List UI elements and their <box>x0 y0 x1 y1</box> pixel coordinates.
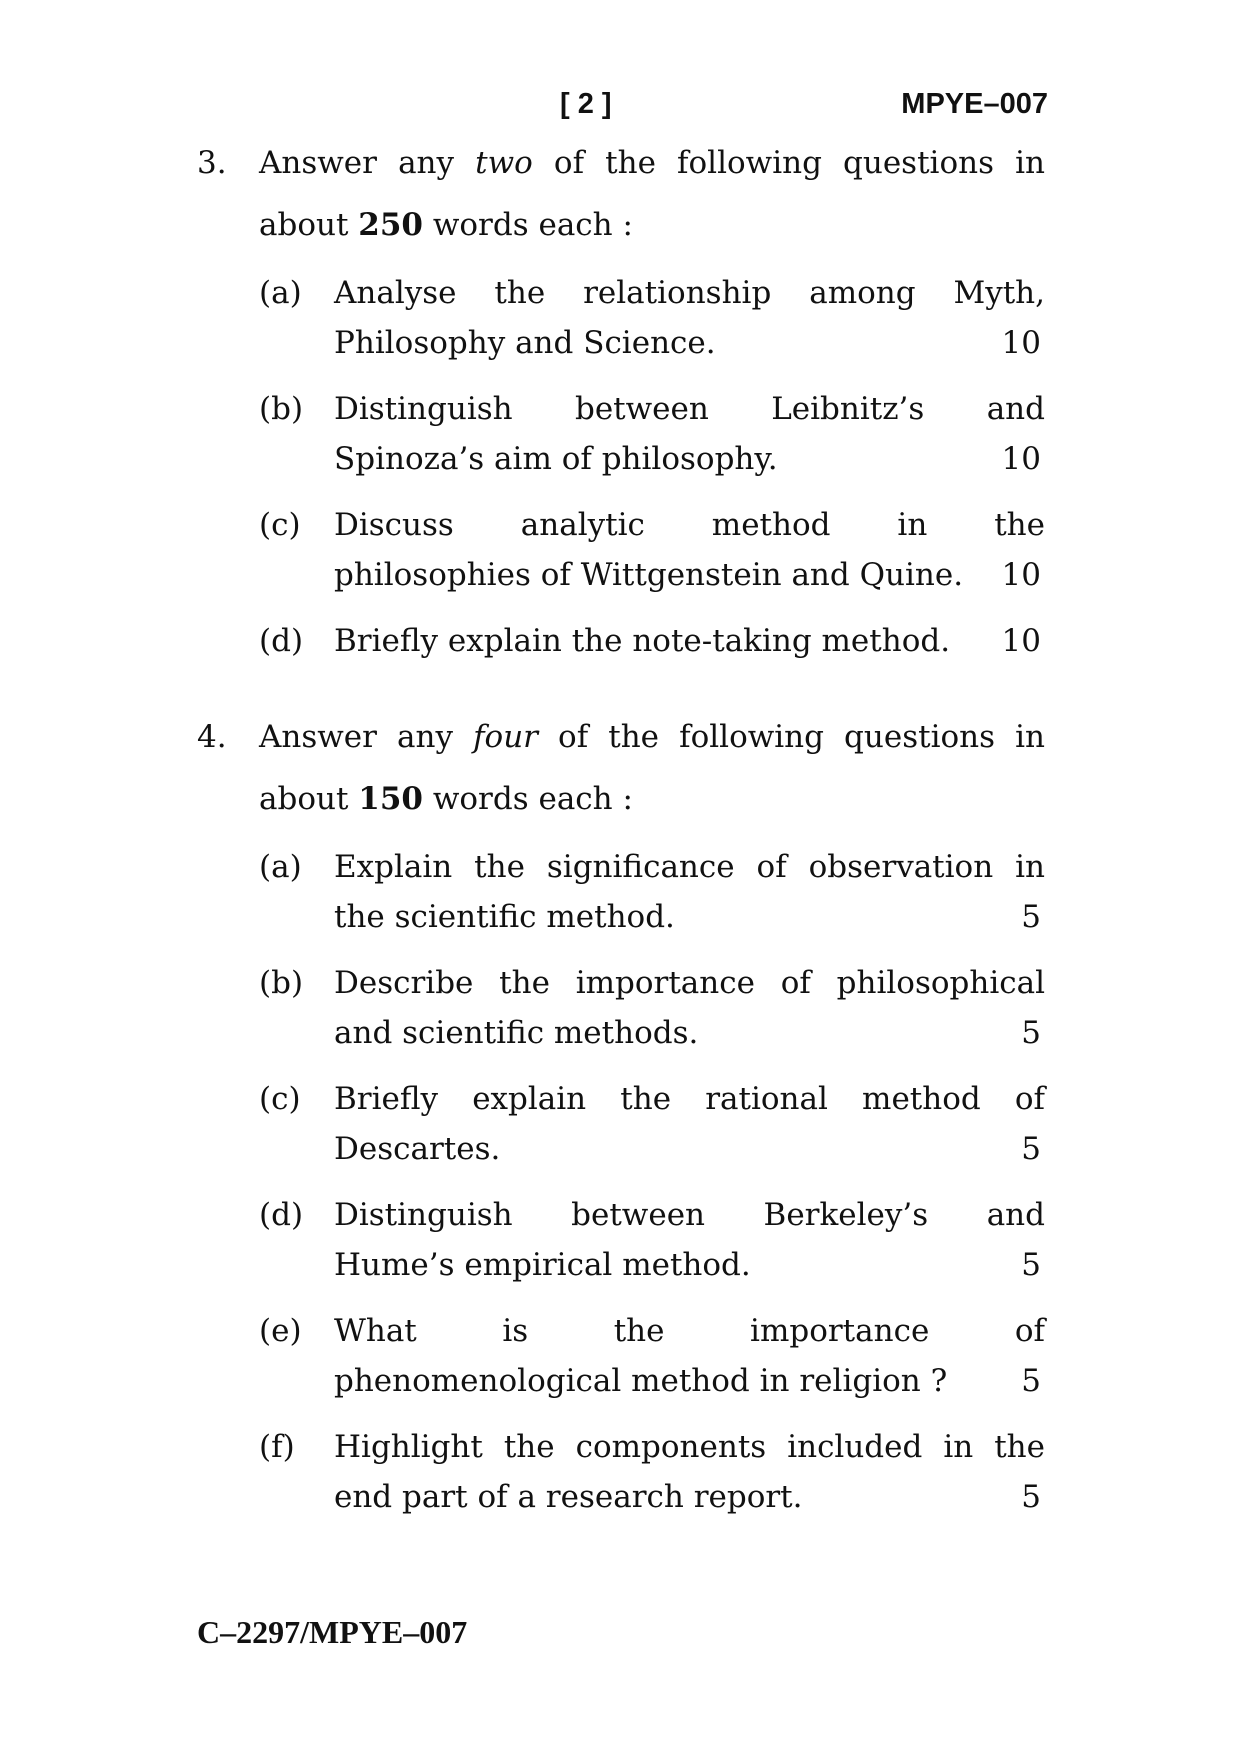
sub-question-text: end part of a research report. <box>334 1479 803 1515</box>
sub-question-text: philosophies of Wittgenstein and Quine. <box>334 557 964 593</box>
intro-emphasis: two <box>475 145 533 181</box>
intro-emphasis: four <box>473 719 538 755</box>
marks: 10 <box>1001 557 1041 593</box>
sub-question-text: Spinoza’s aim of philosophy. <box>334 441 778 477</box>
sub-question-text: phenomenological method in religion ? <box>334 1363 948 1399</box>
sub-question-list <box>259 268 1045 666</box>
sub-question-label: (c) <box>259 507 301 543</box>
sub-question-text: Philosophy and Science. <box>334 325 716 361</box>
sub-question <box>259 616 1045 666</box>
marks: 5 <box>1021 899 1041 935</box>
sub-question-label: (a) <box>259 275 302 311</box>
question-number: 4. <box>197 719 227 755</box>
intro-text: of the following questions in <box>532 145 1045 181</box>
intro-text: Answer any <box>259 145 476 181</box>
sub-question-text: Descartes. <box>334 1131 501 1167</box>
word-count: 150 <box>358 781 423 817</box>
marks: 5 <box>1021 1363 1041 1399</box>
intro-text: words each : <box>423 207 633 243</box>
sub-question <box>259 958 1045 1058</box>
sub-question <box>259 842 1045 942</box>
sub-question-text: Distinguish between Leibnitz’s and <box>334 391 1045 427</box>
sub-question-text: Highlight the components included in the <box>334 1429 1045 1465</box>
sub-question-text: Analyse the relationship among Myth, <box>334 275 1045 311</box>
sub-question <box>259 1074 1045 1174</box>
sub-question-label: (a) <box>259 849 302 885</box>
marks: 10 <box>1001 441 1041 477</box>
sub-question <box>259 384 1045 484</box>
intro-text: words each : <box>423 781 633 817</box>
sub-question-label: (f) <box>259 1429 295 1465</box>
sub-question-label: (d) <box>259 623 304 659</box>
intro-text: about <box>259 207 359 243</box>
sub-question <box>259 500 1045 600</box>
sub-question-text: the scientific method. <box>334 899 675 935</box>
marks: 5 <box>1021 1131 1041 1167</box>
question-4 <box>197 706 1045 1538</box>
sub-question-text: What is the importance of <box>334 1313 1045 1349</box>
sub-question <box>259 1306 1045 1406</box>
word-count: 250 <box>358 207 423 243</box>
marks: 5 <box>1021 1247 1041 1283</box>
intro-text: about <box>259 781 359 817</box>
sub-question-text: Briefly explain the rational method of <box>334 1081 1045 1117</box>
question-3 <box>197 132 1045 682</box>
sub-question-text: and scientific methods. <box>334 1015 699 1051</box>
sub-question-label: (c) <box>259 1081 301 1117</box>
sub-question-text: Briefly explain the note-taking method. <box>334 623 951 659</box>
question-intro <box>259 132 1045 256</box>
marks: 10 <box>1001 325 1041 361</box>
sub-question-text: Distinguish between Berkeley’s and <box>334 1197 1045 1233</box>
sub-question <box>259 1190 1045 1290</box>
paper-code-header: MPYE–007 <box>901 88 1048 120</box>
sub-question <box>259 1422 1045 1522</box>
intro-text: of the following questions in <box>537 719 1045 755</box>
sub-question-label: (d) <box>259 1197 304 1233</box>
page-number: [ 2 ] <box>560 88 612 120</box>
sub-question-text: Describe the importance of philosophical <box>334 965 1045 1001</box>
paper-code-footer: C–2297/MPYE–007 <box>197 1614 468 1650</box>
marks: 5 <box>1021 1479 1041 1515</box>
sub-question-text: Explain the significance of observation in <box>334 849 1045 885</box>
intro-text: Answer any <box>259 719 474 755</box>
sub-question <box>259 268 1045 368</box>
question-intro <box>259 706 1045 830</box>
marks: 5 <box>1021 1015 1041 1051</box>
sub-question-label: (b) <box>259 965 304 1001</box>
marks: 10 <box>1001 623 1041 659</box>
sub-question-label: (e) <box>259 1313 302 1349</box>
sub-question-list <box>259 842 1045 1522</box>
sub-question-label: (b) <box>259 391 304 427</box>
sub-question-text: Discuss analytic method in the <box>334 507 1045 543</box>
sub-question-text: Hume’s empirical method. <box>334 1247 751 1283</box>
question-number: 3. <box>197 145 227 181</box>
